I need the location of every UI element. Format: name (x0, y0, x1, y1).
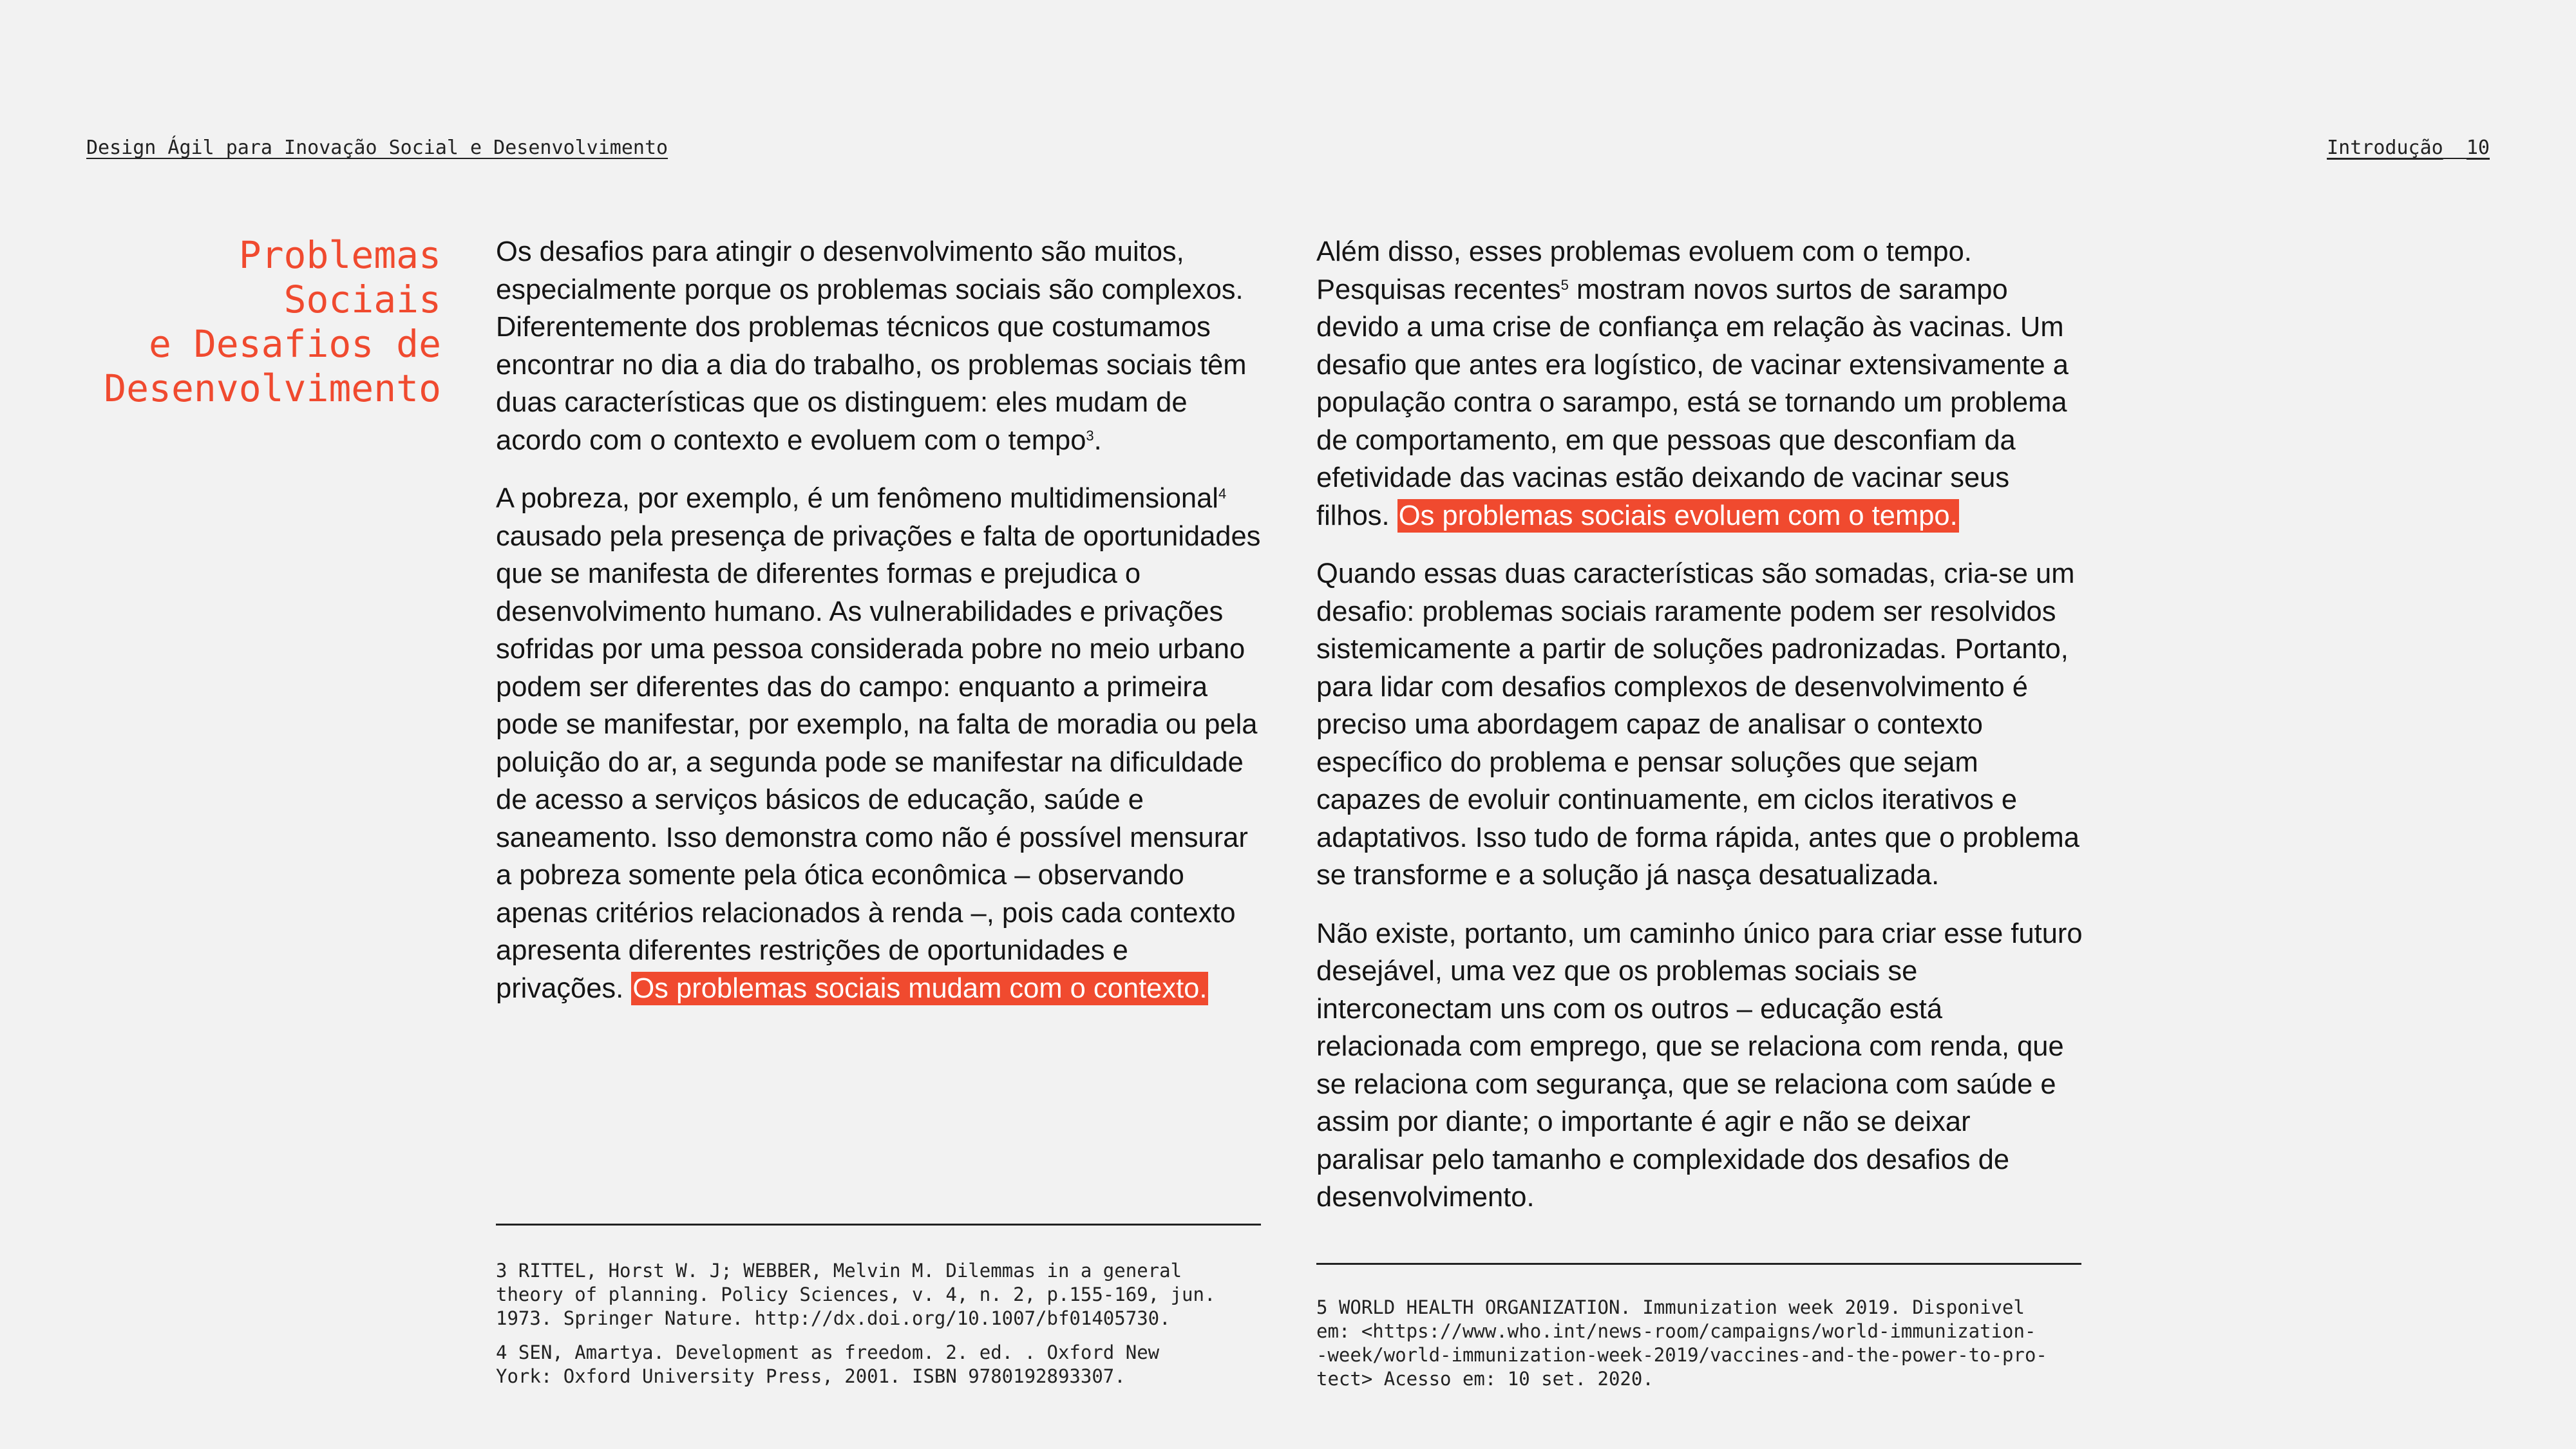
body-paragraph (496, 233, 1264, 459)
body-paragraph: Não existe, portanto, um caminho único para criar esse futuro desejável, uma vez que os problemas sociais se interconectam uns com os outros – educação está relacionada com emprego, que se relaciona com renda, que se relaciona com segurança, que se relaciona com saúde e assim por diante; o importante é agir e não se deixar paralisar pelo tamanho e complexidade dos desafios de desenvolvimento. (1316, 918, 2083, 1213)
page-number: 10 (2466, 137, 2490, 159)
section-name: Introdução (2327, 137, 2443, 159)
footnote-ref: 5 (1560, 276, 1569, 293)
paragraph-text: Além disso, esses problemas evoluem com o tempo. Pesquisas recentes (1316, 236, 1972, 305)
body-column-left (496, 233, 1264, 1028)
body-paragraph (1316, 233, 2084, 535)
highlighted-statement: Os problemas sociais evoluem com o tempo. (1398, 500, 1958, 531)
footnote-3: 3 RITTEL, Horst W. J; WEBBER, Melvin M. Dilemmas in a general theory of planning. Policy Sciences, v. 4, n. 2, p.155-169, jun. 1973. Springer Nature. http://dx.doi.org/10.1007/bf01405730. (496, 1260, 1216, 1329)
section-heading-line: e Desafios de (149, 322, 441, 366)
footnote-4: 4 SEN, Amartya. Development as freedom. 2. ed. . Oxford New York: Oxford University Press, 2001. ISBN 9780192893307. (496, 1341, 1160, 1387)
paragraph-text: mostram novos surtos de sarampo devido a uma crise de confiança em relação às vacinas. Um desafio que antes era logístico, de vacinar extensivamente a população contra o sarampo, está se tornando um problema de comportamento, em que pessoas que desconfiam da efetividade das vacinas estão deixando de vacinar seus filhos. (1316, 274, 2069, 531)
footnote-ref: 4 (1218, 486, 1227, 502)
footnote-ref: 3 (1086, 427, 1094, 444)
body-paragraph (496, 480, 1264, 1007)
body-column-right (1316, 233, 2084, 1237)
running-header-section (2327, 137, 2490, 159)
highlighted-statement: Os problemas sociais mudam com o contexto. (632, 972, 1208, 1004)
paragraph-text: Os desafios para atingir o desenvolvimento são muitos, especialmente porque os problemas sociais são complexos. Diferentemente dos problemas técnicos que costumamos encontrar no dia a dia do trabalho, os problemas sociais têm duas características que os distinguem: eles mudam de acordo com o contexto e evoluem com o tempo (496, 236, 1247, 456)
section-heading-line: Desenvolvimento (104, 366, 441, 410)
section-heading (64, 233, 441, 411)
paragraph-text: causado pela presença de privações e falta de oportunidades que se manifesta de diferentes formas e prejudica o desenvolvimento humano. As vulnerabilidades e privações sofridas por uma pessoa considerada pobre no meio urbano podem ser diferentes das do campo: enquanto a primeira pode se manifestar, por exemplo, na falta de moradia ou pela poluição do ar, a segunda pode se manifestar na dificuldade de acesso a serviços básicos de educação, saúde e saneamento. Isso demonstra como não é possível mensurar a pobreza somente pela ótica econômica – observando apenas critérios relacionados à renda –, pois cada contexto apresenta diferentes restrições de oportunidades e privações. (496, 520, 1261, 1004)
body-paragraph: Quando essas duas características são somadas, cria-se um desafio: problemas sociais raramente podem ser resolvidos sistemicamente a partir de soluções padronizadas. Portanto, para lidar com desafios complexos de desenvolvimento é preciso uma abordagem capaz de analisar o contexto específico do problema e pensar soluções que sejam capazes de evoluir continuamente, em ciclos iterativos e adaptativos. Isso tudo de forma rápida, antes que o problema se transforme e a solução já nasça desatualizada. (1316, 558, 2079, 891)
footnote-5: 5 WORLD HEALTH ORGANIZATION. Immunization week 2019. Disponivel em: <https://www.who.int/news-room/campaigns/world-immunization- -week/world-immunization-week-2019/vaccines-and-the-power-to-pro- tect> Acesso em: 10 set. 2020. (1316, 1296, 2047, 1390)
paragraph-text: . (1094, 424, 1102, 456)
footnote-divider (1316, 1263, 2081, 1265)
section-heading-line: Problemas Sociais (238, 233, 441, 321)
running-header-title: Design Ágil para Inovação Social e Desenvolvimento (86, 137, 668, 159)
paragraph-text: A pobreza, por exemplo, é um fenômeno multidimensional (496, 483, 1218, 514)
footnote-divider (496, 1224, 1261, 1226)
